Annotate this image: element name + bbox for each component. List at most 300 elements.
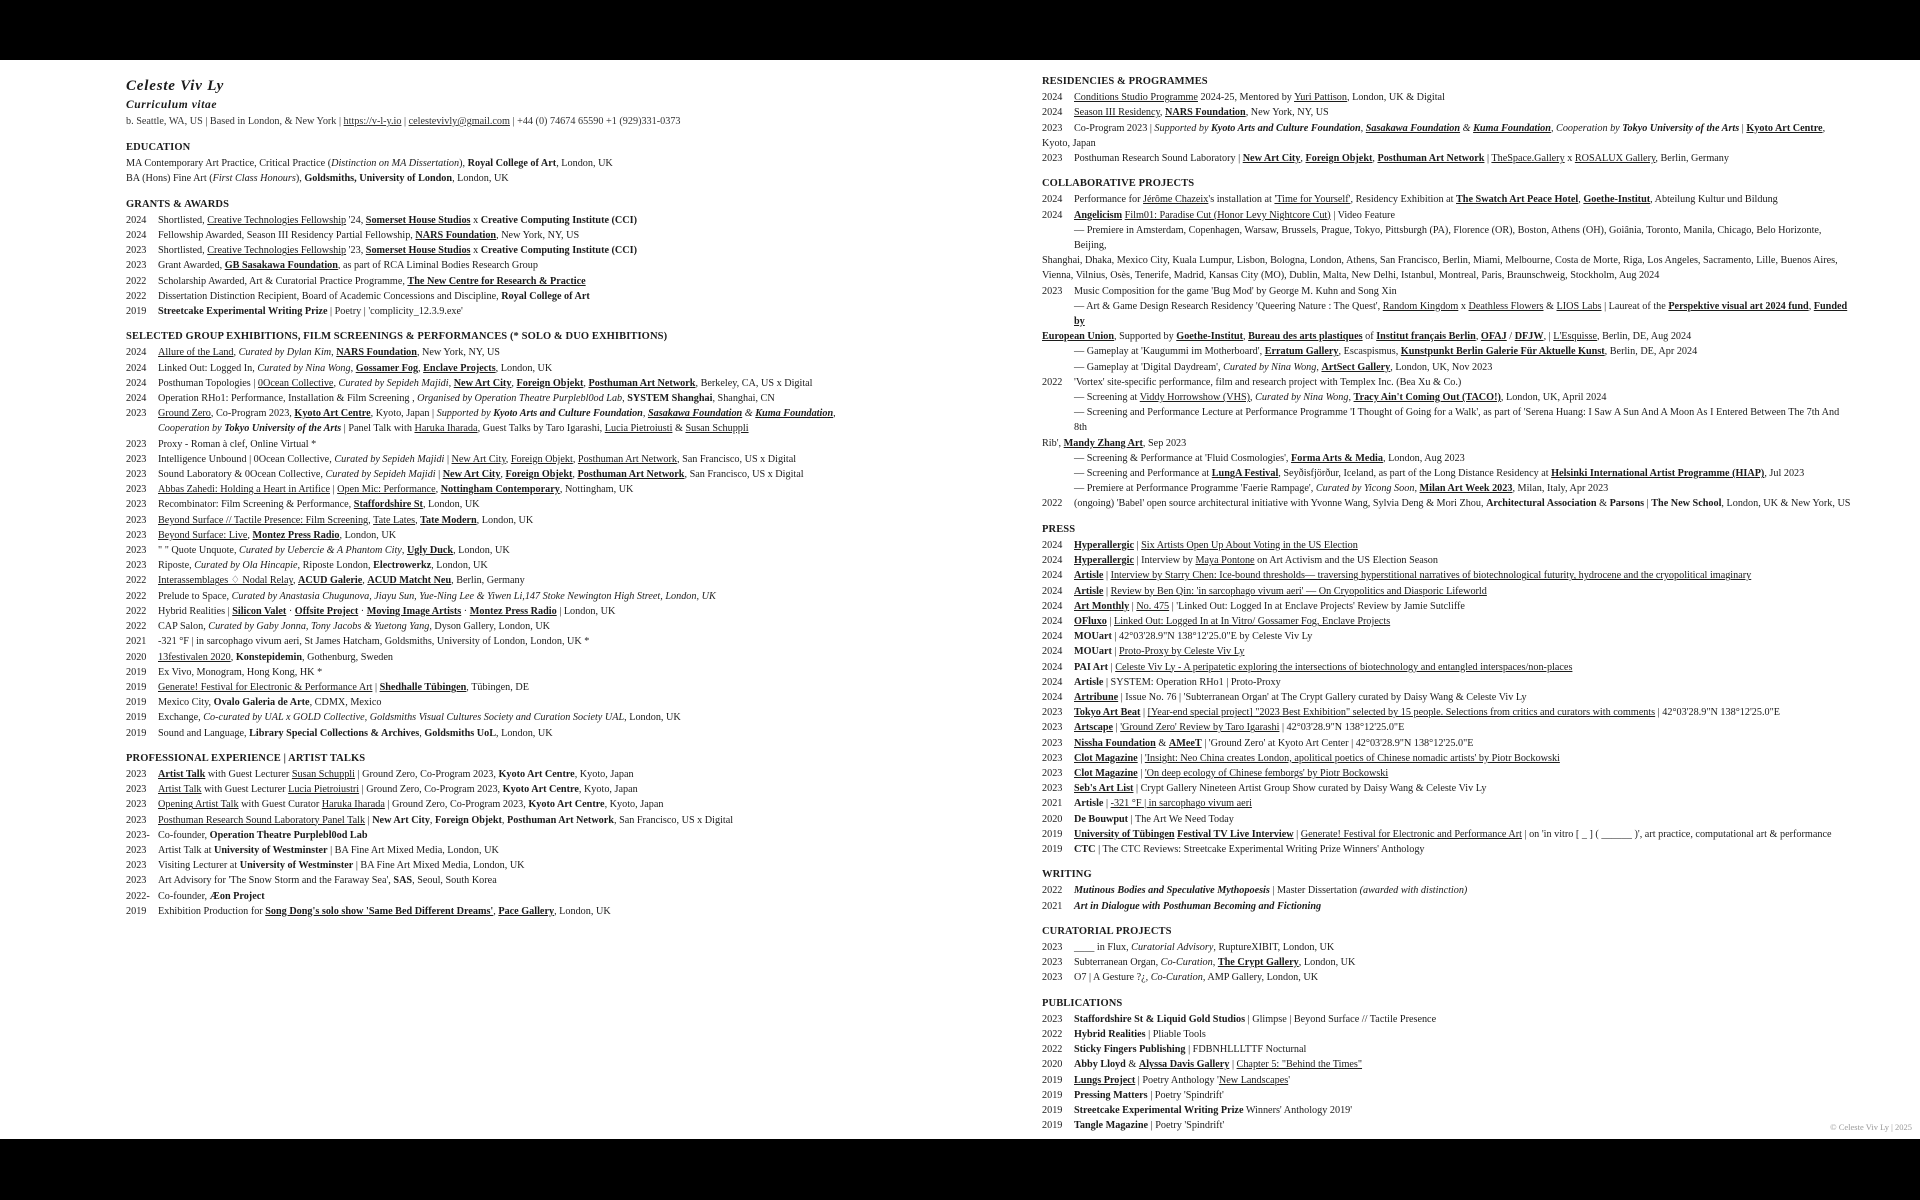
text-segment: — Screening and Performance at bbox=[1074, 468, 1212, 480]
cv-entry bbox=[126, 274, 972, 289]
link[interactable]: Ground Zero bbox=[158, 408, 211, 420]
text-segment: & bbox=[1125, 1059, 1139, 1071]
text-segment: b. Seattle, WA, US | Based in London, & New York | bbox=[126, 116, 344, 127]
cv-entry bbox=[126, 634, 972, 649]
cv-entry bbox=[1042, 675, 1854, 690]
link[interactable]: GB Sasakawa Foundation bbox=[224, 260, 338, 272]
link[interactable]: 'Insight: Neo China creates London, apolitical poetics of Chinese nomadic artists' by Piotr Bockowski bbox=[1144, 752, 1560, 764]
text-segment: | FDBNHLLLTTF Nocturnal bbox=[1185, 1044, 1307, 1056]
text-segment: Curated by Gaby Jonna, Tony Jacobs & Yuetong Yang bbox=[208, 621, 430, 633]
link[interactable]: Tracy Ain't Coming Out (TACO!) bbox=[1353, 392, 1501, 404]
link[interactable]: Funded by bbox=[1074, 300, 1848, 328]
text-segment: | Pliable Tools bbox=[1145, 1028, 1206, 1040]
link[interactable]: Kyoto Art Centre bbox=[1746, 122, 1823, 134]
link[interactable]: Posthuman Art Network bbox=[577, 469, 685, 481]
link[interactable]: Susan Schuppli bbox=[291, 768, 355, 780]
text-segment: Curated by Anastasia Chugunova, Jiayu Sun, Yue-Ning Lee & Yiwen Li,147 Stoke Newington High Street, London, UK bbox=[231, 590, 716, 602]
entry-year: 2023 bbox=[1042, 752, 1063, 764]
link[interactable]: No. 475 bbox=[1136, 600, 1170, 612]
link[interactable]: Season III Residency bbox=[1074, 107, 1160, 119]
cv-entry bbox=[1042, 796, 1854, 811]
link[interactable]: Proto-Proxy by Celeste Viv Ly bbox=[1119, 646, 1245, 658]
link[interactable]: Kunstpunkt Berlin Galerie Für Aktuelle Kunst bbox=[1400, 346, 1605, 358]
text-segment: Hybrid Realities bbox=[1074, 1028, 1146, 1040]
link[interactable]: Beyond Surface // Tactile Presence: Film Screening bbox=[158, 514, 369, 526]
link[interactable]: The Crypt Gallery bbox=[1217, 957, 1299, 969]
text-segment: Grant Awarded, bbox=[158, 260, 225, 272]
link[interactable]: Kyoto Art Centre bbox=[294, 408, 371, 420]
entry-year: 2022 bbox=[126, 275, 147, 287]
text-segment: , bbox=[401, 545, 407, 557]
link[interactable]: LungA Festival bbox=[1211, 468, 1279, 480]
cv-entry bbox=[126, 843, 972, 858]
link[interactable]: Ugly Duck bbox=[406, 545, 454, 557]
entry-year: 2024 bbox=[1042, 600, 1063, 612]
link[interactable]: Random Kingdom bbox=[1382, 300, 1459, 312]
link[interactable]: 'Ground Zero' Review by Taro Igarashi bbox=[1120, 722, 1280, 734]
text-segment: SAS bbox=[393, 875, 413, 887]
entry-text bbox=[158, 650, 972, 665]
text-segment: | 'Ground Zero' at Kyoto Art Center | 42°03'28.9"N 138°12'25.0"E bbox=[1201, 737, 1474, 749]
text-segment: Art in Dialogue with Posthuman Becoming and Fictioning bbox=[1074, 900, 1322, 912]
link[interactable]: Moving Image Artists bbox=[366, 605, 462, 617]
link[interactable]: Deathless Flowers bbox=[1468, 300, 1544, 312]
text-segment: x bbox=[1564, 153, 1575, 165]
link[interactable]: Artscape bbox=[1074, 722, 1114, 734]
link[interactable]: Alyssa Davis Gallery bbox=[1138, 1059, 1230, 1071]
link[interactable]: Beyond Surface: Live bbox=[158, 529, 248, 541]
text-segment: | Glimpse | Beyond Surface // Tactile Presence bbox=[1245, 1013, 1437, 1025]
text-segment: , bbox=[1475, 331, 1481, 343]
text-segment: — Screening at bbox=[1074, 392, 1140, 404]
entry-year: 2019 bbox=[126, 727, 147, 739]
link[interactable]: Film01: Paradise Cut (Honor Levy Nightcore Cut) bbox=[1124, 209, 1331, 221]
link[interactable]: https://v-l-y.io bbox=[343, 116, 402, 127]
cv-entry bbox=[1042, 390, 1854, 405]
entry-year: 2022 bbox=[1042, 1028, 1063, 1040]
text-segment: Scholarship Awarded, Art & Curatorial Practice Programme, bbox=[158, 275, 408, 287]
entry-text bbox=[1074, 660, 1854, 675]
link[interactable]: Foreign Objekt bbox=[510, 453, 573, 465]
link[interactable]: Perspektive visual art 2024 fund bbox=[1668, 300, 1809, 312]
text-segment: | BA Fine Art Mixed Media, London, UK bbox=[327, 844, 499, 856]
text-segment: Posthuman Art Network bbox=[507, 814, 614, 826]
link[interactable]: New Art City bbox=[453, 377, 512, 389]
cv-entry bbox=[1042, 553, 1854, 568]
entry-year: 2023 bbox=[1042, 972, 1063, 984]
text-segment: ), bbox=[459, 158, 468, 170]
text-segment: , London, UK, Nov 2023 bbox=[1390, 361, 1493, 373]
text-segment: Curated by Nina Wong bbox=[1223, 361, 1317, 373]
link[interactable]: Haruka Iharada bbox=[321, 799, 385, 811]
text-segment: & bbox=[1155, 737, 1169, 749]
entry-text bbox=[158, 497, 972, 512]
link[interactable]: Opening Artist Talk bbox=[158, 799, 239, 811]
link[interactable]: Montez Press Radio bbox=[469, 605, 557, 617]
text-segment: Dissertation Distinction Recipient, Board of Academic Concessions and Discipline, bbox=[158, 290, 502, 302]
cv-entry bbox=[1042, 644, 1854, 659]
entry-year: 2019 bbox=[1042, 1120, 1063, 1132]
entry-year: 2023 bbox=[1042, 783, 1063, 795]
link[interactable]: Interview by Starry Chen: Ice-bound thresholds— traversing hyperstitional narratives of biotechnological futurity, hydrocene and the cryopolitical imaginary bbox=[1110, 570, 1752, 582]
text-segment: , Residency Exhibition at bbox=[1350, 194, 1457, 206]
link[interactable]: Posthuman Art Network bbox=[1377, 153, 1485, 165]
entry-text bbox=[158, 558, 972, 573]
link[interactable]: Tokyo Art Beat bbox=[1074, 707, 1141, 719]
text-segment: Architectural Association bbox=[1486, 498, 1597, 510]
cv-entry bbox=[1042, 1042, 1854, 1057]
cv-entry bbox=[1042, 405, 1854, 435]
link[interactable]: Linked Out: Logged In at In Vitro/ Gossamer Fog, Enclave Projects bbox=[1113, 615, 1391, 627]
entry-year: 2023 bbox=[126, 260, 147, 272]
link[interactable]: University of Tübingen bbox=[1074, 828, 1175, 840]
link[interactable]: Nissha Foundation bbox=[1074, 737, 1156, 749]
link[interactable]: ROSALUX Gallery bbox=[1574, 153, 1656, 165]
link[interactable]: Viddy Horrowshow (VHS) bbox=[1139, 392, 1251, 404]
text-segment: , bbox=[247, 529, 253, 541]
link[interactable]: Somerset House Studios bbox=[365, 245, 471, 257]
text-segment: Staffordshire St & Liquid Gold Studios bbox=[1074, 1013, 1246, 1025]
entry-year: 2023 bbox=[1042, 707, 1063, 719]
link[interactable]: Creative Technologies Fellowship bbox=[207, 245, 347, 257]
entry-text bbox=[1074, 568, 1854, 583]
entry-year: 2019 bbox=[1042, 1105, 1063, 1116]
entry-text bbox=[158, 345, 972, 360]
section-heading: PUBLICATIONS bbox=[1042, 997, 1123, 1009]
link[interactable]: Foreign Objekt bbox=[1305, 153, 1373, 165]
link[interactable]: Artisle bbox=[1074, 570, 1104, 582]
link[interactable]: New Art City bbox=[451, 453, 506, 465]
text-segment: | bbox=[1739, 122, 1747, 134]
link[interactable]: -321 °F | in sarcophago vivum aeri bbox=[1110, 798, 1252, 810]
text-segment: | 42°03'28.9"N 138°12'25.0"E bbox=[1655, 707, 1781, 719]
cv-page bbox=[0, 60, 1920, 1139]
link[interactable]: Celeste Viv Ly - A peripatetic exploring the intersections of biotechnology and entangled interspaces/non-places bbox=[1115, 661, 1573, 673]
link[interactable]: 'On deep ecology of Chinese femborgs' by Piotr Bockowski bbox=[1144, 767, 1389, 779]
text-segment: Kyoto Arts and Culture Foundation bbox=[493, 408, 643, 420]
cv-entry bbox=[1042, 451, 1854, 466]
cv-entry bbox=[126, 228, 972, 243]
entry-year: 2023- bbox=[126, 829, 150, 841]
text-segment: ' bbox=[1288, 1074, 1291, 1086]
link[interactable]: [Year-end special project] "2023 Best Exhibition" selected by 15 people. Selections from critics and curators with comments bbox=[1147, 707, 1656, 719]
text-segment: · bbox=[461, 605, 470, 617]
entry-year: 2024 bbox=[1042, 539, 1063, 551]
link[interactable]: NARS Foundation bbox=[1165, 107, 1246, 119]
entry-text bbox=[1074, 812, 1854, 827]
text-segment: , bbox=[1578, 194, 1584, 206]
link[interactable]: Creative Technologies Fellowship bbox=[207, 214, 347, 226]
link[interactable]: New Art City bbox=[1242, 153, 1301, 165]
link[interactable]: DFJW bbox=[1514, 331, 1544, 343]
text-segment: , Abteilung Kultur und Bildung bbox=[1650, 194, 1778, 206]
link[interactable]: ACUD Galerie bbox=[298, 575, 363, 587]
link[interactable]: Yuri Pattison bbox=[1294, 92, 1347, 104]
link[interactable]: Art Monthly bbox=[1074, 600, 1130, 612]
section-heading: GRANTS & AWARDS bbox=[126, 198, 230, 210]
text-segment: Recombinator: Film Screening & Performance, bbox=[158, 499, 354, 511]
entry-year: 2022 bbox=[126, 590, 147, 602]
link[interactable]: The Swatch Art Peace Hotel bbox=[1456, 194, 1579, 206]
entry-text bbox=[158, 274, 972, 289]
text-segment: | bbox=[435, 469, 443, 481]
link[interactable]: Bureau des arts plastiques bbox=[1248, 331, 1363, 343]
link[interactable]: Lucia Pietroiustri bbox=[288, 784, 360, 796]
cv-entry bbox=[1042, 466, 1854, 481]
link[interactable]: Posthuman Art Network bbox=[577, 453, 677, 465]
cv-entry bbox=[1042, 1073, 1854, 1088]
link[interactable]: 13festivalen 2020 bbox=[158, 651, 231, 663]
text-segment: , Berkeley, CA, US x Digital bbox=[695, 377, 813, 389]
link[interactable]: Conditions Studio Programme bbox=[1074, 92, 1198, 104]
link[interactable]: Posthuman Research Sound Laboratory Panel Talk bbox=[158, 814, 366, 826]
text-segment: x bbox=[470, 214, 481, 226]
text-segment: New Art City bbox=[372, 814, 430, 826]
section-heading: WRITING bbox=[1042, 869, 1092, 881]
cv-entry bbox=[1042, 284, 1854, 299]
text-segment: | bbox=[1103, 798, 1111, 810]
text-segment: | Poetry 'Spindrift' bbox=[1147, 1089, 1224, 1101]
text-segment: , bbox=[418, 362, 424, 374]
entry-year: 2022 bbox=[126, 575, 147, 587]
link[interactable]: Six Artists Open Up About Voting in the US Election bbox=[1141, 539, 1358, 551]
link[interactable]: ACUD Matcht Neu bbox=[367, 575, 452, 587]
cv-entry bbox=[1042, 360, 1854, 375]
text-segment: Artisle bbox=[1074, 676, 1104, 688]
cv-entry bbox=[1042, 842, 1854, 857]
link[interactable]: Kuma Foundation bbox=[1473, 122, 1551, 134]
link[interactable]: Somerset House Studios bbox=[365, 214, 471, 226]
link[interactable]: Staffordshire St bbox=[353, 499, 423, 511]
link[interactable]: Clot Magazine bbox=[1074, 752, 1138, 764]
link[interactable]: Montez Press Radio bbox=[252, 529, 340, 541]
cv-entry bbox=[126, 665, 972, 680]
link[interactable]: OFluxo bbox=[1074, 615, 1107, 627]
link[interactable]: Foreign Objekt bbox=[505, 469, 573, 481]
text-segment: '24, bbox=[346, 214, 366, 226]
link[interactable]: Abbas Zahedi: Holding a Heart in Artifice bbox=[158, 484, 331, 496]
text-segment: , London, UK bbox=[422, 499, 480, 511]
link[interactable]: Hyperallergic bbox=[1074, 555, 1134, 567]
text-segment: , bbox=[362, 575, 368, 587]
cv-entry bbox=[1042, 1088, 1854, 1103]
cv-entry bbox=[126, 171, 972, 186]
text-segment: Foreign Objekt bbox=[435, 814, 502, 826]
text-segment: De Bouwput bbox=[1074, 813, 1129, 825]
link[interactable]: Allure of the Land bbox=[158, 347, 234, 359]
link[interactable]: New Landscapes bbox=[1218, 1074, 1289, 1086]
link[interactable]: Pace Gallery bbox=[498, 905, 555, 917]
text-segment: Co-Curation bbox=[1160, 957, 1213, 969]
entry-year: 2023 bbox=[126, 814, 147, 826]
entry-year: 2021 bbox=[1042, 900, 1063, 912]
section-heading: PRESS bbox=[1042, 523, 1076, 535]
cv-entry bbox=[1042, 1027, 1854, 1042]
link[interactable]: Sasakawa Foundation bbox=[1365, 122, 1461, 134]
text-segment: Fellowship Awarded, Season III Residency Partial Fellowship, bbox=[158, 230, 416, 242]
text-segment: , London, UK & New York, US bbox=[1721, 498, 1851, 510]
text-segment: | 'Linked Out: Logged In at Enclave Projects' Review by Jamie Sutcliffe bbox=[1169, 600, 1465, 612]
entry-text bbox=[1074, 614, 1854, 629]
cv-entry bbox=[1042, 496, 1854, 511]
link[interactable]: Generate! Festival for Electronic & Performance Art bbox=[158, 681, 373, 693]
link[interactable]: TheSpace.Gallery bbox=[1491, 153, 1565, 165]
link[interactable]: 'Time for Yourself' bbox=[1274, 194, 1351, 206]
entry-year: 2024 bbox=[1042, 555, 1063, 567]
text-segment: Kyoto, Japan bbox=[1042, 137, 1096, 149]
link[interactable]: New Art City bbox=[442, 469, 501, 481]
text-segment: Artisle bbox=[1074, 798, 1104, 810]
text-segment: | Ground Zero, Co-Program 2023, bbox=[384, 799, 529, 811]
text-segment: Operation RHo1: Performance, Installation & Film Screening , bbox=[158, 393, 418, 405]
link[interactable]: Angelicism bbox=[1074, 209, 1123, 221]
link[interactable]: Festival TV Live Interview bbox=[1177, 828, 1294, 840]
text-segment: | Crypt Gallery Nineteen Artist Group Show curated by Daisy Wang & Celeste Viv Ly bbox=[1133, 783, 1487, 795]
cv-entry bbox=[126, 156, 972, 171]
link[interactable]: Tate Lates bbox=[373, 514, 416, 526]
text-segment: | bbox=[1137, 752, 1145, 764]
link[interactable]: OFAJ bbox=[1480, 331, 1507, 343]
link[interactable]: AMeeT bbox=[1168, 737, 1202, 749]
link[interactable]: Generate! Festival for Electronic and Performance Art bbox=[1300, 828, 1522, 840]
link[interactable]: Haruka Iharada bbox=[414, 423, 478, 435]
link[interactable]: Artist Talk bbox=[158, 784, 202, 796]
text-segment: Co-Curation bbox=[1150, 972, 1203, 984]
link[interactable]: Forma Arts & Media bbox=[1291, 452, 1383, 464]
cv-entry bbox=[1042, 208, 1854, 223]
link[interactable]: ArtSect Gallery bbox=[1321, 361, 1391, 373]
link[interactable]: Seb's Art List bbox=[1074, 783, 1134, 795]
link[interactable]: Posthuman Art Network bbox=[588, 377, 696, 389]
link[interactable]: Silicon Valet bbox=[232, 605, 287, 617]
entry-year: 2024 bbox=[1042, 107, 1063, 119]
entry-text bbox=[1074, 151, 1854, 166]
link[interactable]: Maya Pontone bbox=[1195, 555, 1255, 567]
link[interactable]: Open Mic: Performance bbox=[337, 484, 436, 496]
link[interactable]: Enclave Projects bbox=[423, 362, 496, 374]
text-segment: , Kyoto, Japan bbox=[574, 768, 634, 780]
link[interactable]: Goethe-Institut bbox=[1583, 194, 1651, 206]
entry-year: 2019 bbox=[1042, 1074, 1063, 1086]
link[interactable]: celestevivly@gmail.com bbox=[408, 116, 510, 127]
text-segment: , London, UK bbox=[556, 158, 613, 170]
entry-text bbox=[158, 243, 972, 258]
link[interactable]: Goethe-Institut bbox=[1176, 331, 1244, 343]
text-segment: , Kyoto, Japan bbox=[578, 784, 638, 796]
link[interactable]: Mandy Zhang Art bbox=[1063, 437, 1143, 449]
link[interactable]: Kuma Foundation bbox=[755, 408, 834, 420]
link[interactable]: Artribune bbox=[1074, 691, 1119, 703]
link[interactable]: Song Dong's solo show 'Same Bed Different Dreams' bbox=[265, 905, 494, 917]
entry-year: 2023 bbox=[1042, 941, 1063, 953]
text-segment: Curated by Sepideh Majidi bbox=[334, 453, 445, 465]
link[interactable]: Milan Art Week 2023 bbox=[1419, 483, 1513, 495]
link[interactable]: European Union bbox=[1042, 331, 1114, 343]
text-segment: MA Contemporary Art Practice, Critical Practice ( bbox=[126, 158, 332, 170]
entry-year: 2022 bbox=[126, 605, 147, 617]
link[interactable]: Artisle bbox=[1074, 585, 1104, 597]
link[interactable]: Lungs Project bbox=[1074, 1074, 1136, 1086]
text-segment: — Screening and Performance Lecture at Performance Programme 'I Thought of Going for a Walk', as part of 'Serena Huang: I Saw A Sun And A Moon As I Entered Between The 7th And 8th bbox=[1074, 407, 1840, 434]
link[interactable]: NARS Foundation bbox=[415, 230, 497, 242]
text-segment: , Seyðisfjörður, Iceland, as part of the Long Distance Residency at bbox=[1278, 468, 1552, 480]
cv-entry bbox=[1042, 136, 1854, 151]
link[interactable]: Clot Magazine bbox=[1074, 767, 1138, 779]
text-segment: | 42°03'28.9"N 138°12'25.0"E by Celeste Viv Ly bbox=[1111, 631, 1313, 643]
link[interactable]: Review by Ben Qin: 'in sarcophago vivum aeri' — On Cryopolitics and Diasporic Lifeworld bbox=[1110, 585, 1487, 597]
link[interactable]: Interassemblages ♢ Nodal Relay bbox=[158, 575, 293, 587]
link[interactable]: Hyperallergic bbox=[1074, 539, 1134, 551]
link[interactable]: Offsite Project bbox=[294, 605, 359, 617]
link[interactable]: 0Ocean Collective bbox=[257, 377, 334, 389]
entry-year: 2023 bbox=[126, 875, 147, 887]
link[interactable]: Chapter 5: "Behind the Times" bbox=[1236, 1059, 1363, 1071]
link[interactable]: Jérôme Chazeix bbox=[1143, 194, 1209, 206]
text-segment: Rib', bbox=[1042, 437, 1064, 449]
entry-text bbox=[1074, 970, 1854, 985]
link[interactable]: Helsinki International Artist Programme (HIAP) bbox=[1551, 468, 1765, 480]
entry-year: 2024 bbox=[1042, 615, 1063, 627]
text-segment: , bbox=[622, 393, 628, 405]
entry-year: 2022 bbox=[1042, 498, 1063, 510]
entry-year: 2024 bbox=[1042, 676, 1063, 688]
text-segment: Electrowerkz bbox=[373, 560, 432, 572]
link[interactable]: Institut français Berlin bbox=[1376, 331, 1476, 343]
text-segment: , London, UK bbox=[496, 727, 553, 739]
entry-year: 2019 bbox=[126, 306, 147, 318]
text-segment: · bbox=[286, 605, 295, 617]
entry-text bbox=[158, 767, 972, 782]
link[interactable]: Sasakawa Foundation bbox=[647, 408, 743, 420]
link[interactable]: Nottingham Contemporary bbox=[440, 484, 560, 496]
cv-entry bbox=[1042, 812, 1854, 827]
link[interactable]: The New Centre for Research & Practice bbox=[407, 275, 586, 287]
link[interactable]: NARS Foundation bbox=[336, 347, 417, 359]
link[interactable]: Susan Schuppli bbox=[685, 423, 749, 435]
text-segment: Mexico City, bbox=[158, 697, 214, 709]
link[interactable]: Erratum Gallery bbox=[1264, 346, 1339, 358]
text-segment: , Riposte London, bbox=[297, 560, 374, 572]
text-segment: , Nottingham, UK bbox=[559, 484, 634, 496]
text-segment: , London, UK bbox=[554, 905, 611, 917]
entry-text bbox=[1074, 940, 1854, 955]
link[interactable]: Foreign Objekt bbox=[516, 377, 584, 389]
text-segment: , Seoul, South Korea bbox=[412, 875, 497, 887]
text-segment: , bbox=[1414, 483, 1420, 495]
entry-year: 2023 bbox=[126, 453, 147, 465]
link[interactable]: L'Esquisse bbox=[1553, 331, 1597, 343]
cv-name: Celeste Viv Ly bbox=[126, 78, 225, 94]
link[interactable]: Lucia Pietroiusti bbox=[604, 423, 673, 435]
text-segment: Curated by Sepideh Majidi bbox=[338, 377, 449, 389]
entry-year: 2020 bbox=[126, 651, 147, 663]
entry-text bbox=[158, 376, 972, 391]
text-segment: , London, UK bbox=[624, 712, 681, 724]
text-segment: Tokyo University of the Arts bbox=[224, 423, 342, 435]
link[interactable]: Artist Talk bbox=[158, 768, 206, 780]
text-segment: , bbox=[448, 377, 454, 389]
link[interactable]: LIOS Labs bbox=[1556, 300, 1602, 312]
link[interactable]: Shedhalle Tübingen bbox=[379, 681, 467, 693]
link[interactable]: Tate Modern bbox=[420, 514, 477, 526]
text-segment: , bbox=[1808, 300, 1814, 312]
entry-text bbox=[158, 634, 972, 649]
cv-entry bbox=[1042, 614, 1854, 629]
entry-text bbox=[1074, 629, 1854, 644]
entry-year: 2023 bbox=[1042, 722, 1063, 734]
link[interactable]: Gossamer Fog bbox=[355, 362, 419, 374]
cv-entry bbox=[126, 828, 972, 843]
